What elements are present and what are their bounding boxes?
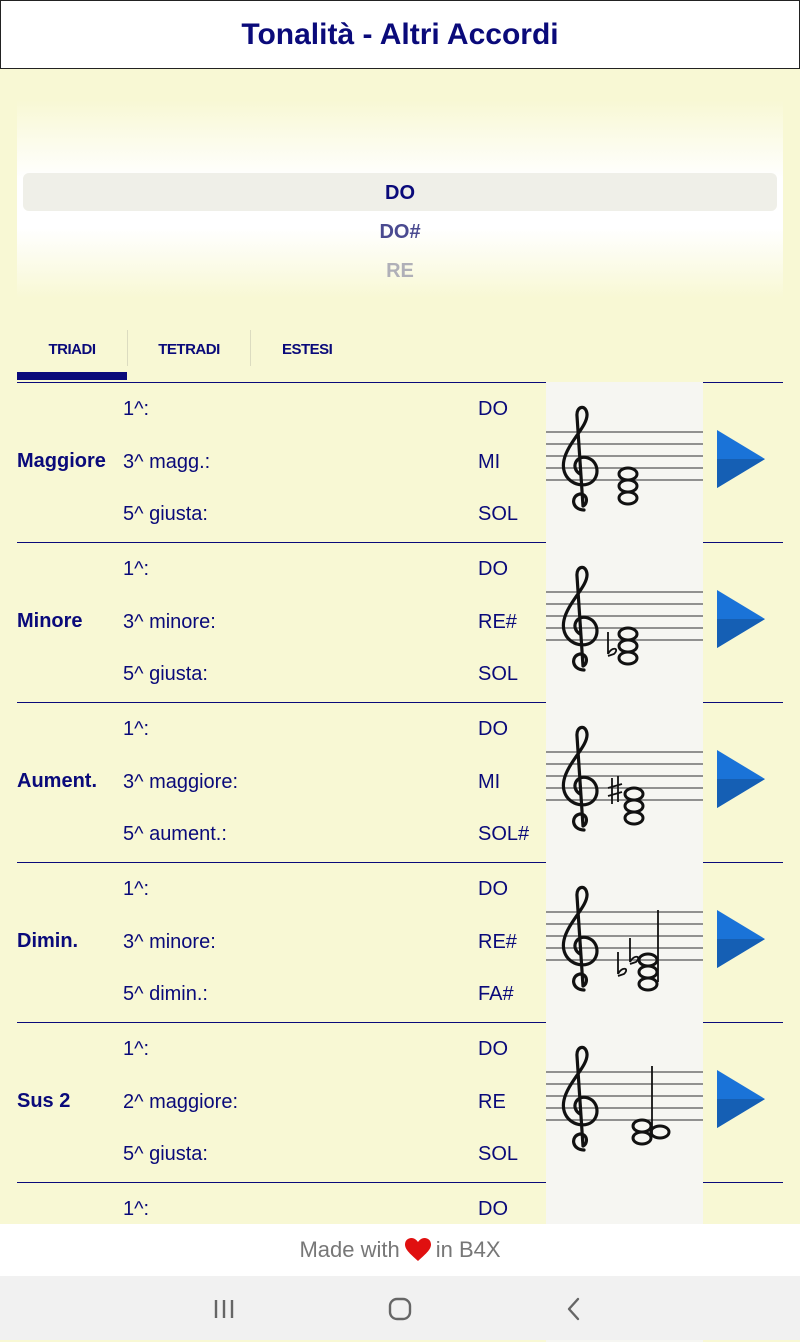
footer-suffix: in B4X bbox=[435, 1237, 501, 1262]
title-bar bbox=[0, 0, 800, 69]
interval-label: 1^: bbox=[123, 1198, 150, 1220]
interval-label: 3^ minore: bbox=[123, 931, 216, 953]
music-staff-image bbox=[546, 542, 703, 702]
interval-label: 3^ minore: bbox=[123, 611, 216, 633]
interval-label: 3^ maggiore: bbox=[123, 771, 238, 793]
picker-option[interactable]: DO# bbox=[379, 221, 421, 243]
music-staff-image bbox=[546, 1022, 703, 1182]
chord-name: Aument. bbox=[17, 770, 97, 792]
interval-label: 5^ aument.: bbox=[123, 823, 227, 845]
chord-row bbox=[17, 862, 783, 1023]
note-value: RE bbox=[478, 1091, 506, 1113]
play-icon[interactable] bbox=[715, 908, 767, 970]
note-value: DO bbox=[478, 878, 508, 900]
chord-name: Sus 2 bbox=[17, 1090, 71, 1112]
recent-apps-icon[interactable] bbox=[204, 1294, 244, 1324]
note-value: RE# bbox=[478, 931, 517, 953]
note-value: FA# bbox=[478, 983, 514, 1005]
back-icon[interactable] bbox=[554, 1294, 594, 1324]
heart-icon bbox=[405, 1238, 431, 1262]
home-icon[interactable] bbox=[380, 1294, 420, 1324]
note-value: RE# bbox=[478, 611, 517, 633]
note-value: MI bbox=[478, 771, 501, 793]
footer-prefix: Made with bbox=[299, 1237, 400, 1262]
picker-option-selected[interactable]: DO bbox=[385, 182, 415, 204]
chord-name: Minore bbox=[17, 610, 83, 632]
music-staff-image bbox=[546, 382, 703, 542]
chord-row bbox=[17, 702, 783, 863]
interval-label: 1^: bbox=[123, 558, 150, 580]
note-value: SOL# bbox=[478, 823, 530, 845]
chord-row bbox=[17, 1022, 783, 1183]
chord-row bbox=[17, 542, 783, 703]
active-tab-indicator bbox=[17, 372, 127, 380]
note-value: DO bbox=[478, 398, 508, 420]
interval-label: 5^ dimin.: bbox=[123, 983, 208, 1005]
footer bbox=[0, 1224, 800, 1276]
chord-name: Maggiore bbox=[17, 450, 106, 472]
music-staff-image bbox=[546, 862, 703, 1022]
note-value: DO bbox=[478, 1038, 508, 1060]
chord-name: Dimin. bbox=[17, 930, 79, 952]
note-value: DO bbox=[478, 558, 508, 580]
interval-label: 5^ giusta: bbox=[123, 1143, 208, 1165]
system-nav-bar bbox=[0, 1276, 800, 1340]
music-staff-image bbox=[546, 702, 703, 862]
chord-list bbox=[17, 382, 783, 1220]
tab-triadi[interactable]: TRIADI bbox=[48, 340, 96, 358]
interval-label: 5^ giusta: bbox=[123, 663, 208, 685]
interval-label: 2^ maggiore: bbox=[123, 1091, 238, 1113]
chord-row bbox=[17, 382, 783, 543]
note-value: SOL bbox=[478, 503, 519, 525]
play-icon[interactable] bbox=[715, 588, 767, 650]
interval-label: 1^: bbox=[123, 398, 150, 420]
note-value: MI bbox=[478, 451, 501, 473]
note-value: SOL bbox=[478, 663, 519, 685]
tab-estesi[interactable]: ESTESI bbox=[282, 340, 333, 358]
page-title: Tonalità - Altri Accordi bbox=[241, 17, 559, 51]
interval-label: 1^: bbox=[123, 1038, 150, 1060]
interval-label: 5^ giusta: bbox=[123, 503, 208, 525]
tab-bar bbox=[17, 330, 783, 383]
interval-label: 1^: bbox=[123, 878, 150, 900]
note-value: DO bbox=[478, 1198, 508, 1220]
note-value: SOL bbox=[478, 1143, 519, 1165]
play-icon[interactable] bbox=[715, 1068, 767, 1130]
interval-label: 3^ magg.: bbox=[123, 451, 211, 473]
play-icon[interactable] bbox=[715, 748, 767, 810]
note-value: DO bbox=[478, 718, 508, 740]
picker-option[interactable]: RE bbox=[386, 260, 414, 282]
key-picker[interactable] bbox=[17, 100, 783, 298]
interval-label: 1^: bbox=[123, 718, 150, 740]
play-icon[interactable] bbox=[715, 428, 767, 490]
tab-tetradi[interactable]: TETRADI bbox=[158, 340, 220, 358]
